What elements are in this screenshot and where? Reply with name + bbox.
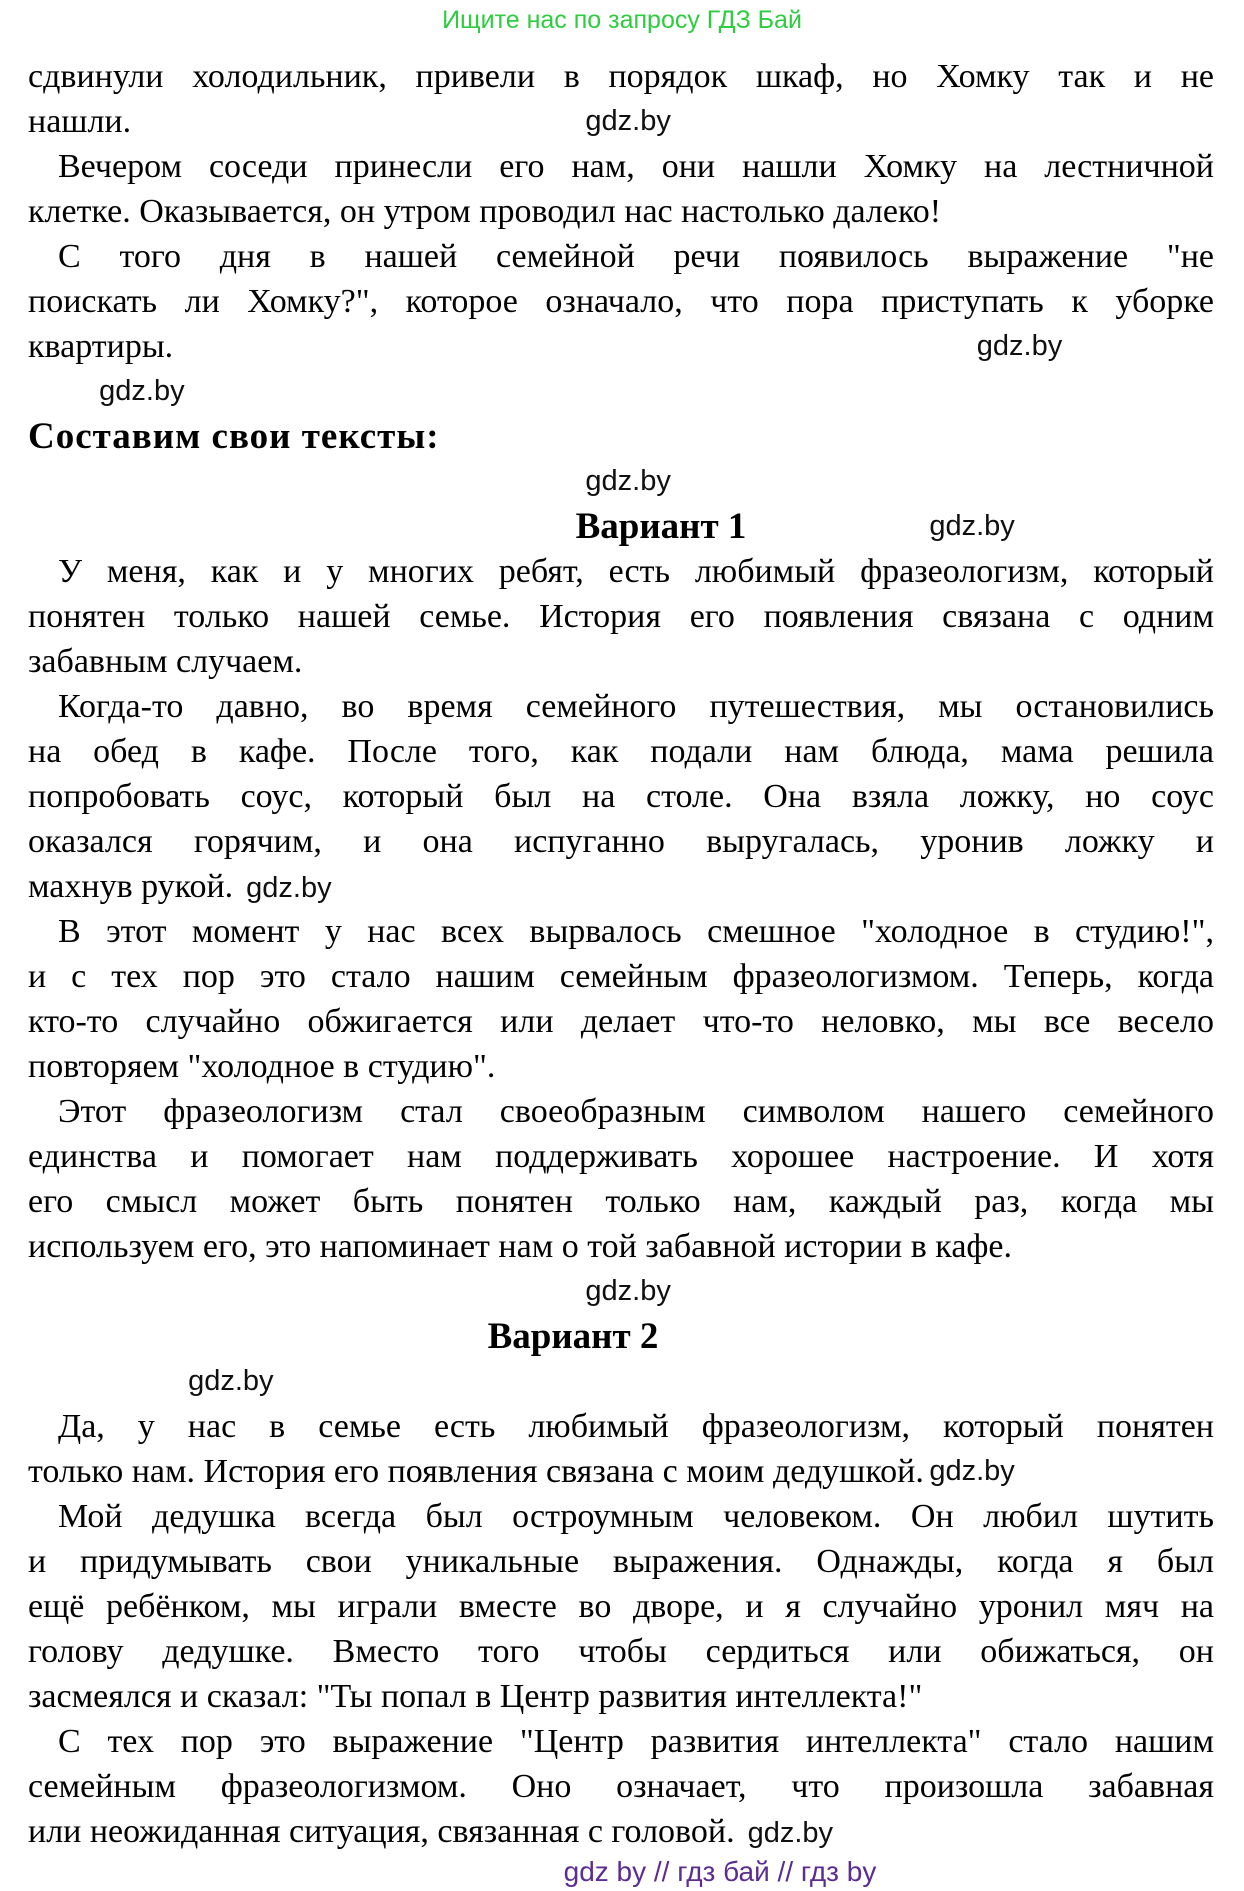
text-line: [28, 639, 1214, 684]
line-text: и с тех пор это стало нашим семейным фразеологизмом. Теперь, когда: [28, 958, 1214, 995]
watermark-line: [28, 1359, 1214, 1404]
line-text: сдвинули холодильник, привели в порядок шкаф, но Хомку так и не: [28, 58, 1214, 95]
promo-banner: Ищите нас по запросу ГДЗ Бай: [442, 6, 802, 34]
text-line: [28, 324, 1214, 369]
gdz-watermark: gdz.by: [99, 375, 185, 407]
heading-text: Вариант 1: [575, 506, 747, 547]
text-line: [28, 234, 1214, 279]
line-text: Да, у нас в семье есть любимый фразеологизм, который понятен: [58, 1408, 1214, 1445]
text-line: [28, 189, 1214, 234]
text-line: [28, 1539, 1214, 1584]
text-line: [28, 99, 1214, 144]
text-line: [28, 1764, 1214, 1809]
text-line: [28, 1809, 1214, 1854]
gdz-watermark: gdz.by: [929, 510, 1015, 542]
heading-text: Вариант 2: [487, 1316, 659, 1357]
section-heading: [28, 1314, 1214, 1359]
gdz-watermark: gdz.by: [976, 330, 1063, 362]
line-text: Этот фразеологизм стал своеобразным символом нашего семейного: [58, 1093, 1214, 1130]
line-text: клетке. Оказывается, он утром проводил нас настолько далеко!: [28, 193, 942, 230]
text-line: [28, 54, 1214, 99]
text-line: [28, 1089, 1214, 1134]
text-line: [28, 1629, 1214, 1674]
line-text: используем его, это напоминает нам о той забавной истории в кафе.: [28, 1228, 1013, 1265]
text-line: [28, 909, 1214, 954]
text-line: [28, 1719, 1214, 1764]
line-text: понятен только нашей семье. История его появления связана с одним: [28, 598, 1214, 635]
line-text: единства и помогает нам поддерживать хорошее настроение. И хотя: [28, 1138, 1214, 1175]
line-text: оказался горячим, и она испуганно выругалась, уронив ложку и: [28, 823, 1214, 860]
text-line: [28, 1674, 1214, 1719]
line-text: и придумывать свои уникальные выражения. Однажды, когда я был: [28, 1543, 1214, 1580]
text-line: [28, 999, 1214, 1044]
line-text: ещё ребёнком, мы играли вместе во дворе, и я случайно уронил мяч на: [28, 1588, 1214, 1625]
line-text: попробовать соус, который был на столе. Она взяла ложку, но соус: [28, 778, 1214, 815]
text-line: [28, 1584, 1214, 1629]
line-text: С того дня в нашей семейной речи появилось выражение "не: [58, 238, 1214, 275]
gdz-watermark: gdz.by: [585, 465, 671, 497]
watermark-line: [28, 369, 1214, 414]
text-line: [28, 279, 1214, 324]
text-line: [28, 819, 1214, 864]
line-text: только нам. История его появления связана с моим дедушкой.: [28, 1453, 924, 1490]
gdz-watermark: gdz.by: [585, 1275, 671, 1307]
text-line: [28, 1179, 1214, 1224]
text-line: [28, 1224, 1214, 1269]
line-text: квартиры.: [28, 328, 174, 365]
text-line: [28, 729, 1214, 774]
watermark-line: [28, 1269, 1214, 1314]
line-text: голову дедушке. Вместо того чтобы сердиться или обижаться, он: [28, 1633, 1214, 1670]
line-text: семейным фразеологизмом. Оно означает, что произошла забавная: [28, 1768, 1214, 1805]
line-text: забавным случаем.: [28, 643, 303, 680]
line-text: В этот момент у нас всех вырвалось смешное "холодное в студию!",: [58, 913, 1214, 950]
text-line: [28, 684, 1214, 729]
text-line: [28, 954, 1214, 999]
line-text: повторяем "холодное в студию".: [28, 1048, 496, 1085]
text-line: [28, 1134, 1214, 1179]
gdz-watermark: gdz.by: [188, 1365, 274, 1397]
text-line: [28, 549, 1214, 594]
text-line: [28, 1044, 1214, 1089]
line-text: или неожиданная ситуация, связанная с головой.: [28, 1813, 735, 1850]
text-line: [28, 774, 1214, 819]
gdz-watermark: gdz.by: [747, 1817, 834, 1849]
text-line: [28, 144, 1214, 189]
heading-text: Составим свои тексты:: [28, 416, 440, 457]
line-text: кто-то случайно обжигается или делает что-то неловко, мы все весело: [28, 1003, 1214, 1040]
line-text: махнув рукой.: [28, 868, 234, 905]
text-line: [28, 1404, 1214, 1449]
line-text: Когда-то давно, во время семейного путешествия, мы остановились: [58, 688, 1214, 725]
line-text: его смысл может быть понятен только нам, каждый раз, когда мы: [28, 1183, 1214, 1220]
watermark-line: [28, 459, 1214, 504]
gdz-watermark: gdz.by: [246, 872, 332, 904]
line-text: засмеялся и сказал: "Ты попал в Центр развития интеллекта!": [28, 1678, 923, 1715]
section-heading: [28, 504, 1214, 549]
line-text: С тех пор это выражение "Центр развития интеллекта" стало нашим: [58, 1723, 1214, 1760]
line-text: на обед в кафе. После того, как подали нам блюда, мама решила: [28, 733, 1214, 770]
text-line: [28, 1449, 1214, 1494]
line-text: Мой дедушка всегда был остроумным человеком. Он любил шутить: [58, 1498, 1214, 1535]
line-text: нашли.: [28, 103, 132, 140]
line-text: У меня, как и у многих ребят, есть любимый фразеологизм, который: [58, 553, 1214, 590]
line-text: Вечером соседи принесли его нам, они нашли Хомку на лестничной: [58, 148, 1214, 185]
document-body: [28, 54, 1214, 1854]
section-heading: [28, 414, 1214, 459]
text-line: [28, 864, 1214, 909]
footer-watermark: gdz by // гдз бай // гдз by: [563, 1856, 877, 1887]
gdz-watermark: gdz.by: [585, 105, 671, 137]
gdz-watermark: gdz.by: [929, 1455, 1015, 1487]
line-text: поискать ли Хомку?", которое означало, что пора приступать к уборке: [28, 283, 1214, 320]
text-line: [28, 1494, 1214, 1539]
text-line: [28, 594, 1214, 639]
